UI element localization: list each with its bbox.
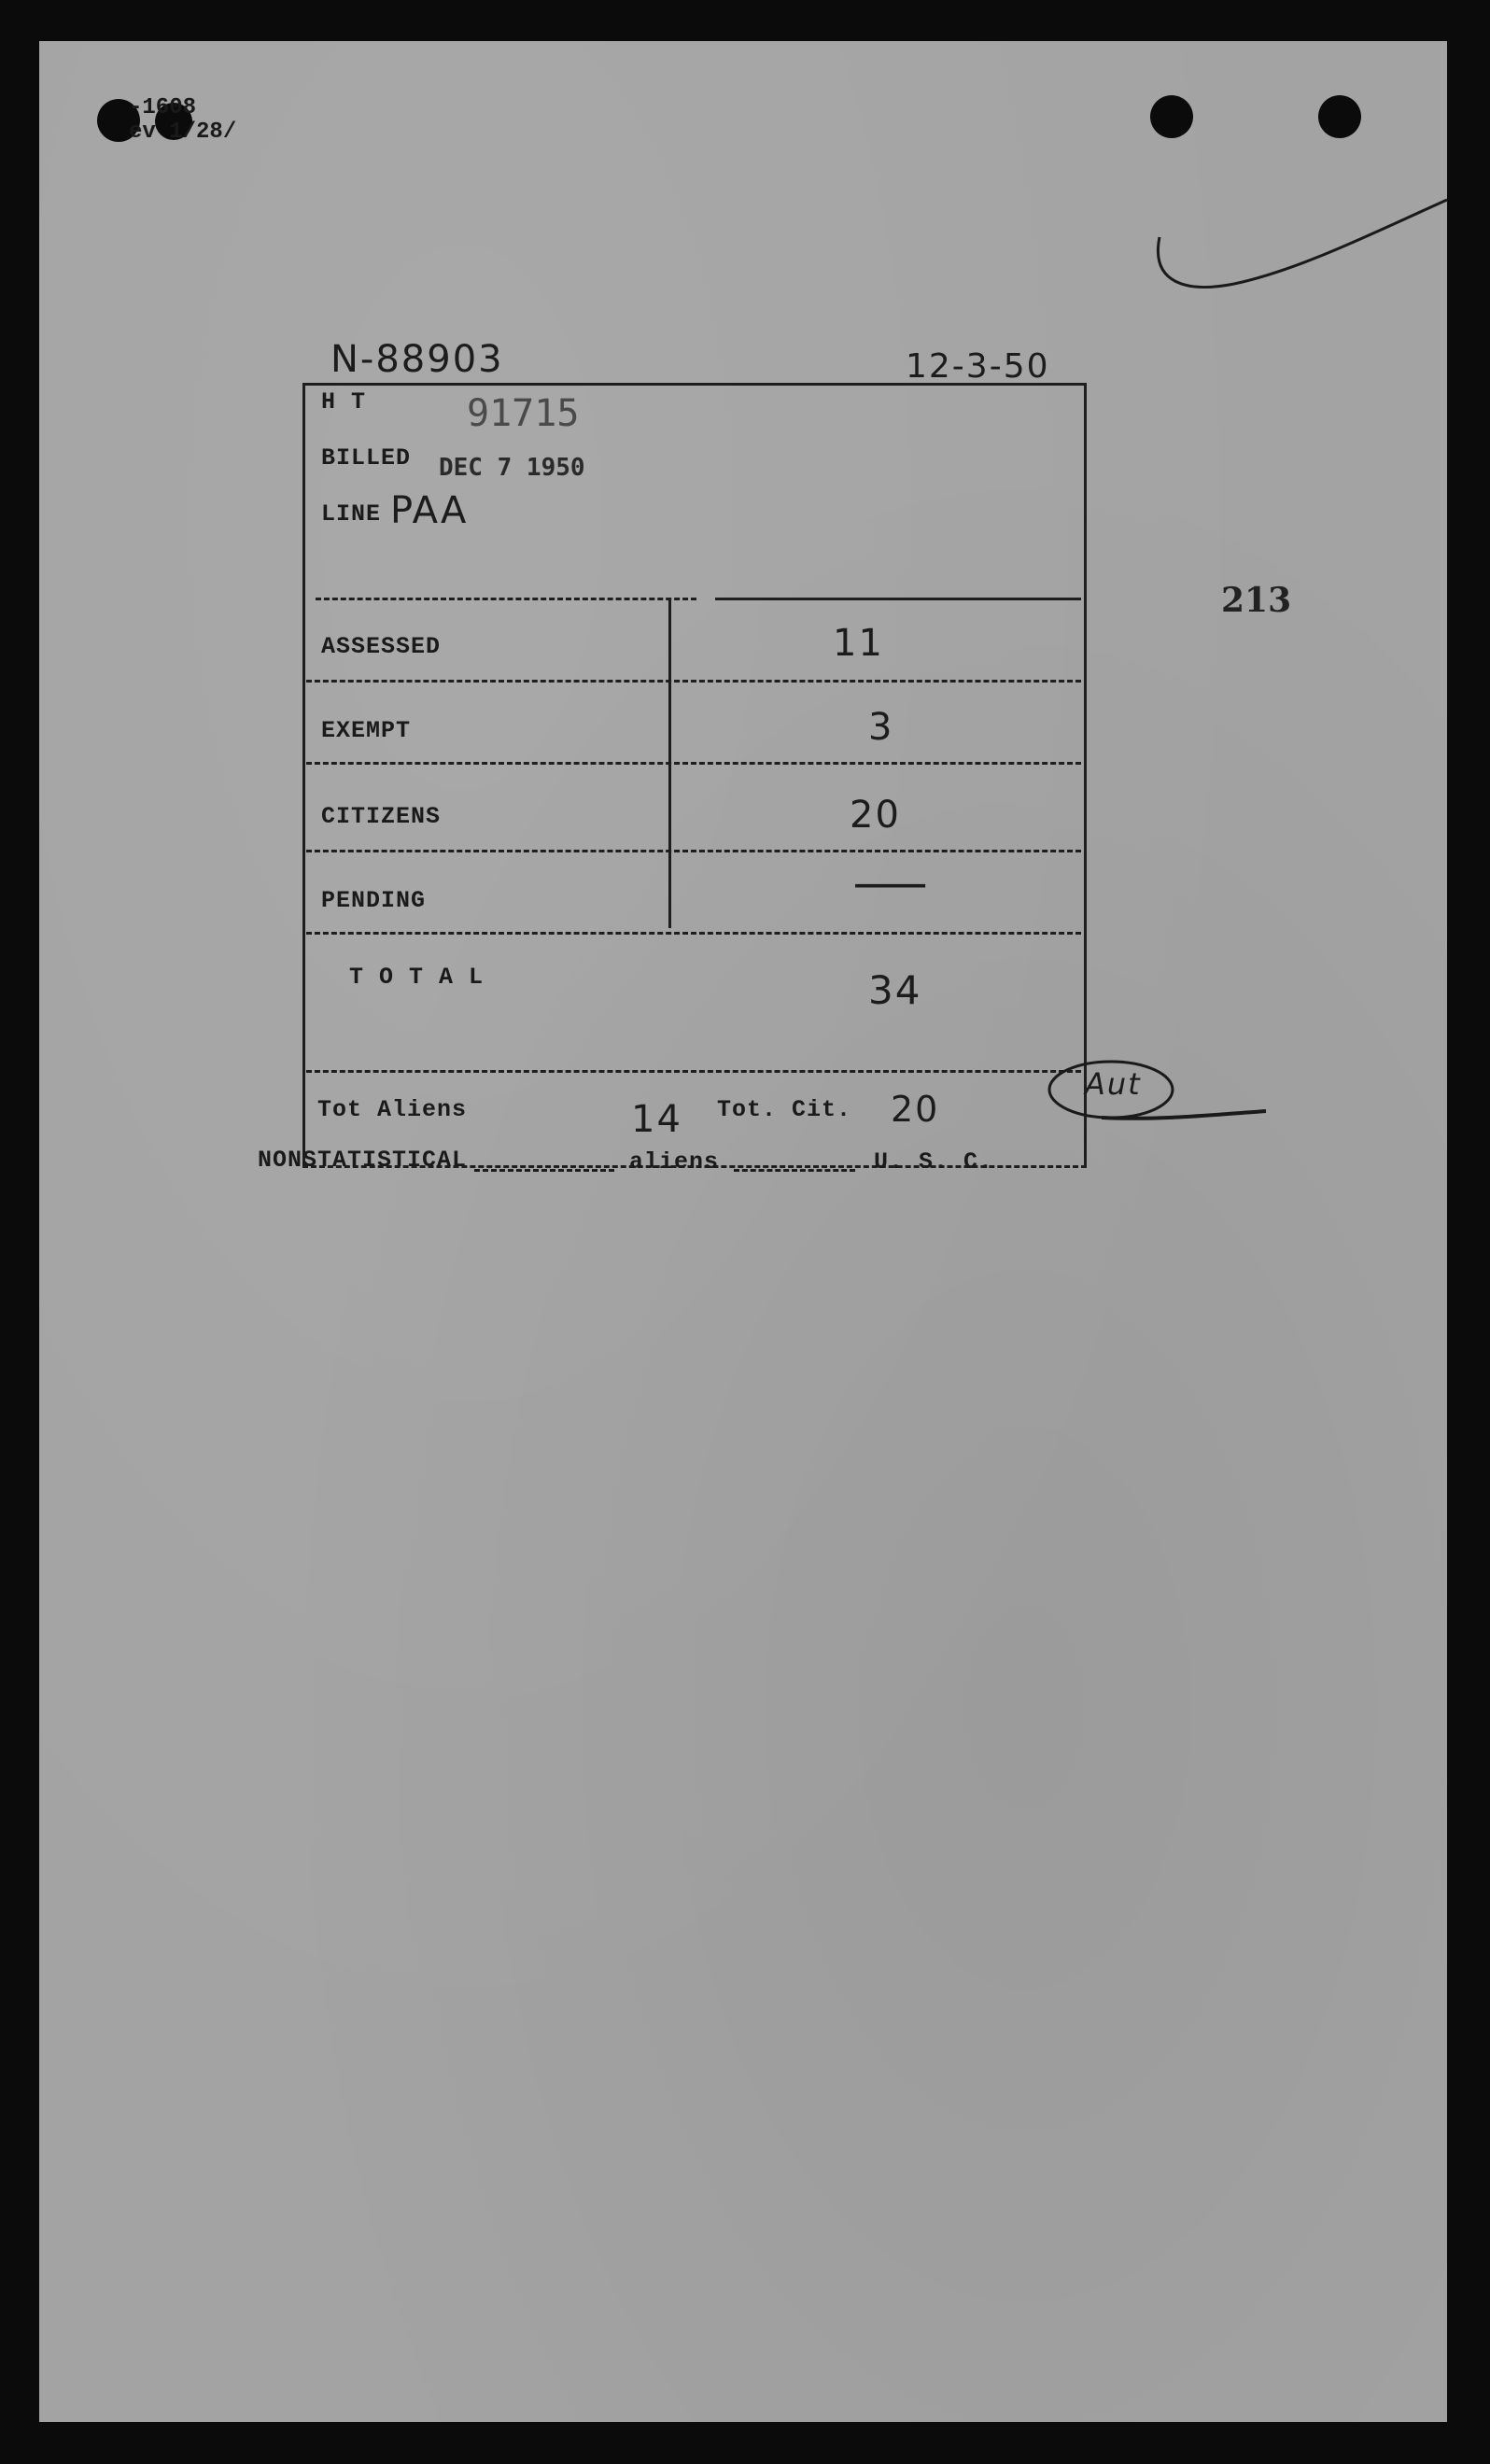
header-separator-left	[316, 598, 696, 600]
usc-label: U. S. C.	[874, 1148, 994, 1176]
manifest-number: N-88903	[330, 338, 504, 381]
manifest-date: 12-3-50	[906, 347, 1050, 386]
aliens-blank	[734, 1169, 855, 1172]
punch-hole-right-2	[1318, 95, 1361, 138]
row-label-exempt: EXEMPT	[321, 717, 412, 744]
total-citizens-value: 20	[891, 1089, 940, 1130]
box-top-border	[302, 383, 1087, 386]
row-value-pending: —	[851, 855, 933, 911]
manifest-box	[302, 383, 1087, 1167]
aliens-word: aliens	[629, 1148, 720, 1176]
box-left-border	[302, 383, 305, 1167]
row-separator-1	[306, 680, 1081, 683]
row-separator-4	[306, 932, 1081, 935]
total-label: T O T A L	[349, 964, 485, 991]
total-citizens-label: Tot. Cit.	[717, 1096, 852, 1123]
row-label-assessed: ASSESSED	[321, 633, 442, 660]
line-value: PAA	[390, 489, 469, 532]
initials: Aut	[1085, 1066, 1142, 1102]
total-aliens-value: 14	[631, 1098, 682, 1141]
header-separator-right	[715, 598, 1081, 600]
row-value-citizens: 20	[850, 794, 901, 837]
row-label-citizens: CITIZENS	[321, 803, 442, 830]
line-label: LINE	[321, 500, 382, 528]
total-aliens-label: Tot Aliens	[317, 1096, 468, 1123]
document-page	[39, 41, 1447, 2422]
row-value-exempt: 3	[868, 706, 894, 749]
row-label-pending: PENDING	[321, 887, 427, 914]
form-revision: ev 1/28/	[129, 120, 237, 145]
row-separator-3	[306, 850, 1081, 852]
row-separator-2	[306, 762, 1081, 765]
nonstatistical-blank	[474, 1169, 614, 1172]
nonstatistical-label: NONSTATISTICAL	[258, 1147, 468, 1174]
punch-hole-right	[1150, 95, 1193, 138]
check-mark-icon	[1150, 181, 1449, 293]
total-value: 34	[868, 967, 922, 1013]
initials-loop-icon	[1046, 1048, 1270, 1132]
ht-label: H T	[321, 388, 367, 415]
billed-date: DEC 7 1950	[439, 454, 585, 482]
form-number: -1608	[129, 95, 197, 120]
ht-value: 91715	[467, 392, 580, 435]
page-number: 213	[1221, 581, 1292, 620]
row-value-assessed: 11	[833, 622, 884, 665]
row-separator-5	[306, 1070, 1081, 1073]
billed-label: BILLED	[321, 444, 412, 472]
